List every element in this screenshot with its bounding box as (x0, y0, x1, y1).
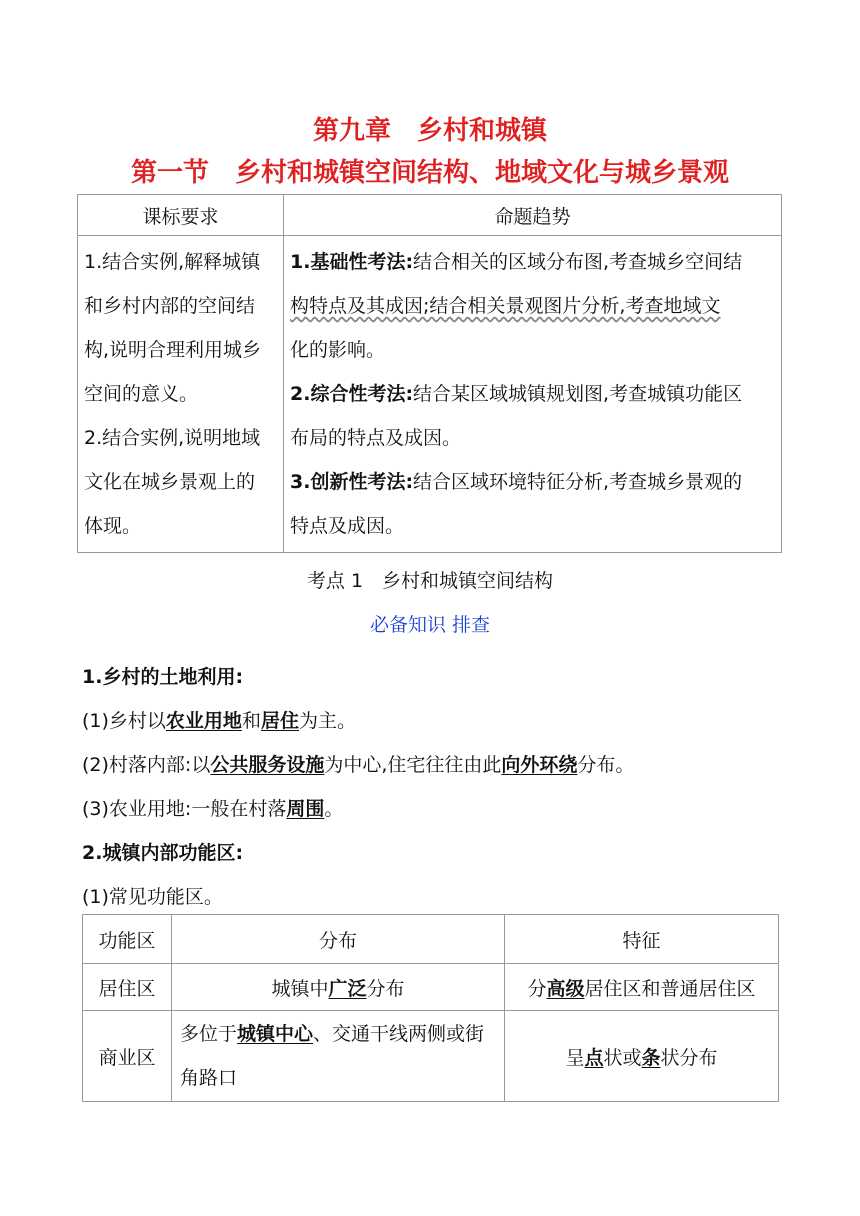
blank-answer: 公共服务设施 (210, 754, 325, 776)
section-title: 第一节 乡村和城镇空间结构、地域文化与城乡景观 (130, 158, 729, 188)
trend-text: 化的影响。 (290, 339, 386, 361)
trend-label-1: 1.基础性考法: (290, 251, 414, 273)
curriculum-requirements (78, 236, 284, 553)
blank-answer: 周围 (286, 798, 325, 820)
zone-distribution: 城镇中广泛分布 (172, 964, 505, 1011)
trend-label-2: 2.综合性考法: (290, 383, 414, 405)
req-line: 2.结合实例,说明地域 (84, 427, 261, 449)
para-heading-1: 1.乡村的土地利用: (82, 666, 244, 688)
trend-content (284, 236, 782, 553)
header-feature: 特征 (505, 915, 779, 964)
function-zone-table (82, 914, 779, 1102)
zone-name: 商业区 (83, 1011, 172, 1102)
para-subheading: (1)常见功能区。 (82, 886, 223, 908)
para-heading-2: 2.城镇内部功能区: (82, 842, 244, 864)
req-line: 体现。 (84, 515, 142, 537)
bibei-heading: 必备知识 排查 (369, 614, 491, 636)
para-line: (1)乡村以农业用地和居住为主。 (82, 710, 356, 732)
para-line: (3)农业用地:一般在村落周围。 (82, 798, 344, 820)
req-line: 文化在城乡景观上的 (84, 471, 256, 493)
req-line: 1.结合实例,解释城镇 (84, 251, 261, 273)
blank-answer: 向外环绕 (501, 754, 578, 776)
curriculum-table (77, 194, 782, 553)
trend-text: 结合区域环境特征分析,考查城乡景观的 (413, 471, 743, 493)
trend-text: 特点及成因。 (290, 515, 405, 537)
trend-text: 结合某区域城镇规划图,考查城镇功能区 (413, 383, 743, 405)
header-distribution: 分布 (172, 915, 505, 964)
zone-feature: 呈点状或条状分布 (505, 1011, 779, 1102)
chapter-title: 第九章 乡村和城镇 (312, 116, 547, 146)
header-zone: 功能区 (83, 915, 172, 964)
header-curriculum: 课标要求 (78, 195, 284, 236)
blank-answer: 居住 (260, 710, 299, 732)
trend-text: 构特点及其成因;结合相关景观图片分析,考查地域文 (290, 295, 721, 317)
trend-text: 布局的特点及成因。 (290, 427, 462, 449)
zone-distribution: 多位于城镇中心、交通干线两侧或街角路口 (172, 1011, 505, 1102)
zone-name: 居住区 (83, 964, 172, 1011)
blank-answer: 农业用地 (165, 710, 242, 732)
header-trend: 命题趋势 (284, 195, 782, 236)
req-line: 构,说明合理利用城乡 (84, 339, 262, 361)
req-line: 和乡村内部的空间结 (84, 295, 256, 317)
trend-text: 结合相关的区域分布图,考查城乡空间结 (413, 251, 743, 273)
zone-feature: 分高级居住区和普通居住区 (505, 964, 779, 1011)
para-line: (2)村落内部:以公共服务设施为中心,住宅往往由此向外环绕分布。 (82, 754, 635, 776)
kaodian-heading: 考点 1 乡村和城镇空间结构 (306, 570, 554, 592)
req-line: 空间的意义。 (84, 383, 199, 405)
trend-label-3: 3.创新性考法: (290, 471, 414, 493)
